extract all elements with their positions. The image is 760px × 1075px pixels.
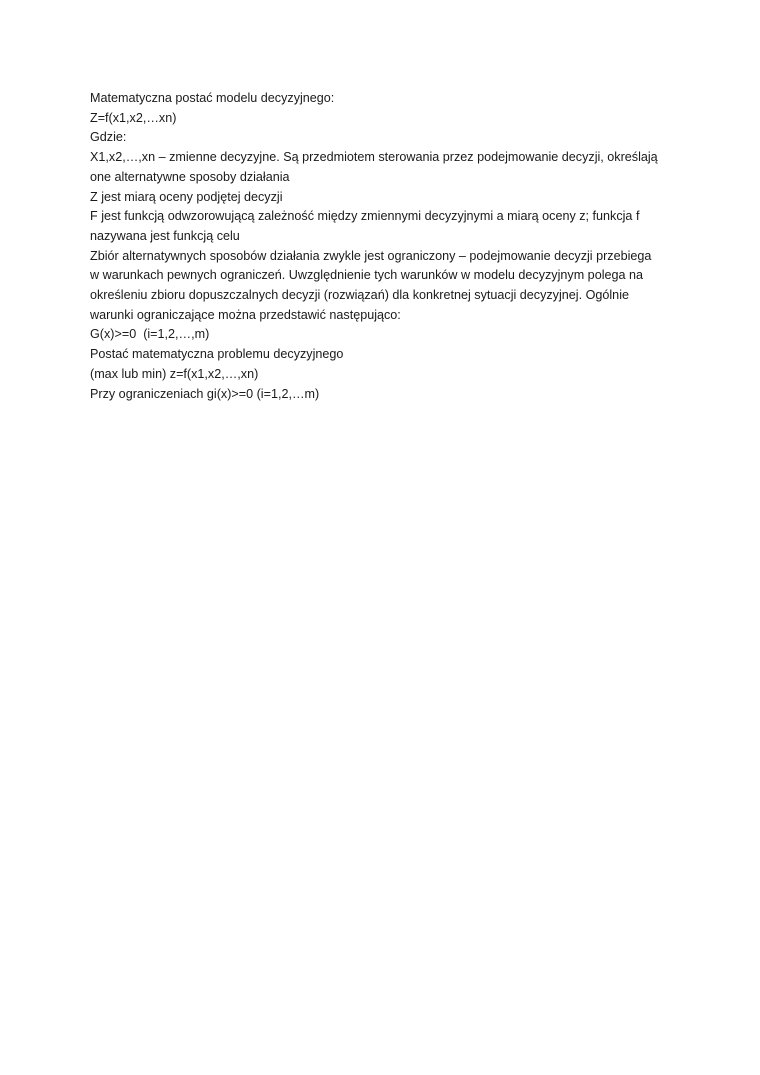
text-line: Postać matematyczna problemu decyzyjnego [90, 347, 344, 362]
text-line: Z jest miarą oceny podjętej decyzji [90, 189, 283, 204]
text-line: określeniu zbioru dopuszczalnych decyzji (rozwiązań) dla konkretnej sytuacji decyzyjnej. Ogólnie [90, 288, 629, 303]
text-line: Zbiór alternatywnych sposobów działania zwykle jest ograniczony – podejmowanie decyzji przebiega [90, 248, 652, 263]
text-line: one alternatywne sposoby działania [90, 169, 290, 184]
formula-line: (max lub min) z=f(x1,x2,…,xn) [90, 366, 259, 381]
text-line: w warunkach pewnych ograniczeń. Uwzględnienie tych warunków w modelu decyzyjnym polega na [90, 268, 644, 283]
formula-line: Przy ograniczeniach gi(x)>=0 (i=1,2,…m) [90, 386, 320, 401]
text-line: nazywana jest funkcją celu [90, 228, 240, 243]
formula-line: Z=f(x1,x2,…xn) [90, 110, 177, 125]
formula-line: G(x)>=0 (i=1,2,…,m) [90, 327, 210, 342]
text-line: warunki ograniczające można przedstawić następująco: [90, 307, 401, 322]
text-line: X1,x2,…,xn – zmienne decyzyjne. Są przedmiotem sterowania przez podejmowanie decyzji, określają [90, 150, 658, 165]
document-body [90, 89, 680, 404]
text-line: Gdzie: [90, 130, 127, 145]
text-line: F jest funkcją odwzorowującą zależność między zmiennymi decyzyjnymi a miarą oceny z; funkcja f [90, 209, 640, 224]
heading-line: Matematyczna postać modelu decyzyjnego: [90, 91, 335, 105]
